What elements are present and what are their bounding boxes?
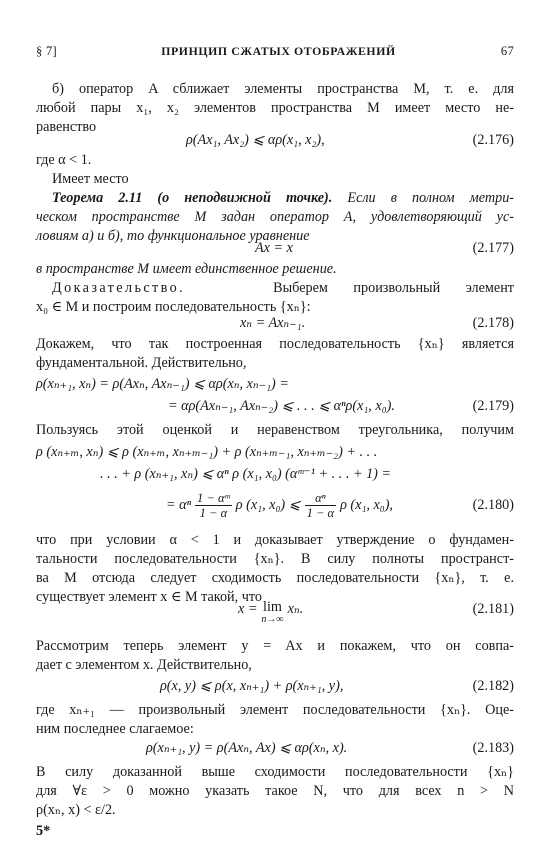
running-title: ПРИНЦИП СЖАТЫХ ОТОБРАЖЕНИЙ	[161, 44, 396, 58]
signature-mark: 5*	[36, 823, 51, 839]
paragraph-condition-b-line2: любой пары x₁, x₂ элементов пространства M имеет место не-	[36, 100, 514, 116]
theorem-line2	[36, 208, 514, 227]
eq180-part2: ρ (x₁, x₀) ⩽	[235, 496, 301, 513]
paragraph-condition-b-line1: б) оператор A сближает элементы пространства M, т. е. для	[52, 81, 514, 97]
theorem-line4	[36, 260, 514, 279]
equation-number-2-183: (2.183)	[472, 740, 514, 756]
theorem-text-2: ческом пространстве M задан оператор A, удовлетворяющий ус-	[36, 209, 514, 225]
eq180-part3: ρ (x₁, x₀),	[340, 496, 393, 513]
theorem-text-4: в пространстве M имеет единственное решение.	[36, 261, 337, 277]
eq180-fraction1	[195, 491, 232, 520]
equation-number-2-177: (2.177)	[472, 240, 514, 256]
paragraph-fundamental-line2: фундаментальной. Действительно,	[36, 355, 247, 371]
equation-2-182: ρ(x, y) ⩽ ρ(x, xₙ₊₁) + ρ(xₙ₊₁, y),	[160, 678, 344, 694]
equation-2-179-line2: = αρ(Axₙ₋₁, Axₙ₋₂) ⩽ . . . ⩽ αⁿρ(x₁, x₀).	[168, 398, 395, 414]
eq181-lim-word: lim	[263, 599, 282, 615]
paragraph-element-y-line2: дает с элементом x. Действительно,	[36, 657, 252, 673]
paragraph-convergence-line2: для ∀ε > 0 можно указать такое N, что для всех n > N	[36, 783, 514, 799]
equation-2-183: ρ(xₙ₊₁, y) = ρ(Axₙ, Ax) ⩽ αρ(xₙ, x).	[146, 740, 348, 756]
paragraph-convergence-line3: ρ(xₙ, x) < ε/2.	[36, 802, 116, 818]
paragraph-element-y-line1: Рассмотрим теперь элемент y = Ax и покажем, что он совпа-	[36, 638, 514, 654]
theorem-title: Теорема 2.11 (о неподвижной точке).	[52, 190, 333, 206]
equation-2-180-line2: . . . + ρ (xₙ₊₁, xₙ) ⩽ αⁿ ρ (x₁, x₀) (αᵐ⁻¹ + . . . + 1) =	[100, 466, 392, 482]
theorem-text-3: ловиям а) и б), то функциональное уравнение	[36, 228, 310, 244]
proof-line1	[36, 279, 514, 298]
section-marker: § 7]	[36, 44, 57, 58]
where-alpha-line: где α < 1.	[36, 152, 92, 168]
eq180-part1: = αⁿ	[166, 496, 192, 513]
page-number: 67	[500, 44, 514, 58]
eq181-lhs: x =	[238, 601, 258, 617]
equation-number-2-181: (2.181)	[472, 601, 514, 617]
equation-2-176: ρ(Ax₁, Ax₂) ⩽ αρ(x₁, x₂),	[186, 132, 325, 148]
eq181-rhs: xₙ.	[287, 601, 304, 617]
equation-2-180-line1: ρ (xₙ₊ₘ, xₙ) ⩽ ρ (xₙ₊ₘ, xₙ₊ₘ₋₁) + ρ (xₙ₊ₘ₋₁, xₙ₊ₘ₋₂) + . . .	[36, 444, 378, 460]
proof-text-1: Выберем произвольный элемент	[273, 280, 514, 296]
equation-number-2-179: (2.179)	[472, 398, 514, 414]
paragraph-completeness-line2: тальности последовательности {xₙ}. В силу полноты пространст-	[36, 551, 514, 567]
equation-number-2-176: (2.176)	[472, 132, 514, 148]
equation-number-2-182: (2.182)	[472, 678, 514, 694]
equation-2-181	[238, 600, 303, 625]
eq181-limit	[261, 600, 283, 625]
paragraph-last-term-line1: где xₙ₊₁ — произвольный элемент последовательности {xₙ}. Оце-	[36, 702, 514, 718]
equation-2-179-line1: ρ(xₙ₊₁, xₙ) = ρ(Axₙ, Axₙ₋₁) ⩽ αρ(xₙ, xₙ₋₁) =	[36, 376, 289, 392]
paragraph-convergence-line1: В силу доказанной выше сходимости последовательности {xₙ}	[36, 764, 514, 780]
eq180-fraction2	[305, 491, 337, 520]
eq181-lim-subscript: n→∞	[261, 614, 284, 625]
proof-line2: x₀ ∈ M и построим последовательность {xₙ}:	[36, 299, 311, 315]
equation-2-178: xₙ = Axₙ₋₁.	[240, 315, 306, 331]
paragraph-completeness-line4: существует элемент x ∈ M такой, что	[36, 589, 262, 605]
paragraph-last-term-line2: ним последнее слагаемое:	[36, 721, 194, 737]
paragraph-fundamental-line1: Докажем, что так построенная последовательность {xₙ} является	[36, 336, 514, 352]
equation-2-180-line3	[166, 488, 393, 522]
paragraph-completeness-line1: что при условии α < 1 и доказывает утверждение о фундамен-	[36, 532, 514, 548]
paragraph-completeness-line3: ва M отсюда следует сходимость последовательности {xₙ}, т. е.	[36, 570, 514, 586]
equation-number-2-180: (2.180)	[472, 497, 514, 513]
proof-word: Доказательство.	[52, 280, 186, 296]
eq180-fraction1-numerator: 1 − αᵐ	[197, 490, 230, 505]
paragraph-triangle-line1: Пользуясь этой оценкой и неравенством треугольника, получим	[36, 422, 514, 438]
equation-number-2-178: (2.178)	[472, 315, 514, 331]
theorem-text-1: Если в полном метри-	[347, 190, 515, 206]
paragraph-condition-b-line3: равенство	[36, 119, 97, 135]
eq180-fraction2-denominator: 1 − α	[306, 505, 335, 520]
eq180-fraction1-denominator: 1 − α	[199, 505, 228, 520]
has-place-line: Имеет место	[52, 171, 129, 187]
theorem-line1	[36, 189, 514, 208]
equation-2-177: Ax = x	[255, 240, 293, 256]
eq180-fraction2-numerator: αⁿ	[305, 491, 337, 506]
